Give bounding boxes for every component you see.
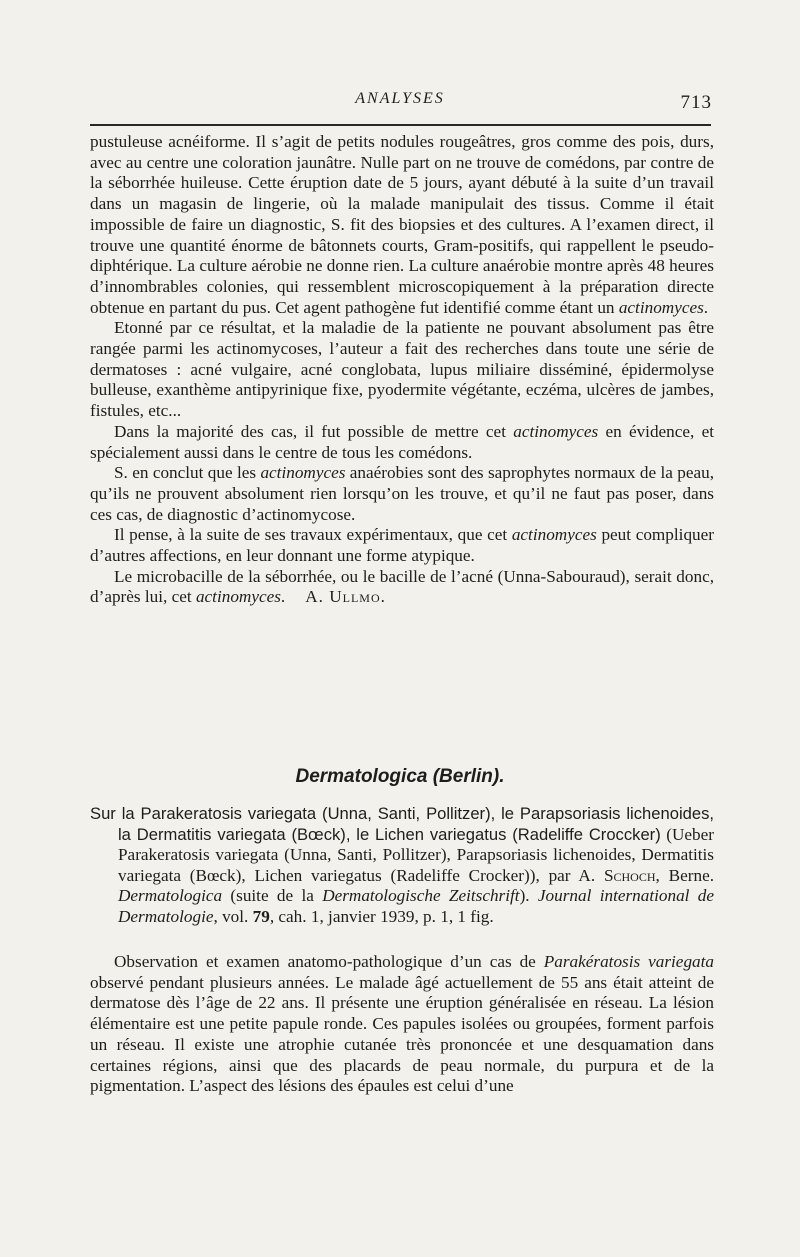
text-run: Observation et examen anatomo-pathologique d’un cas de	[114, 952, 544, 971]
signature-initial: A.	[305, 587, 324, 607]
text-run: Etonné par ce résultat, et la maladie de la patiente ne pouvant absolument pas être rangée parmi les actinomycoses, l’auteur a fait des recherches dans toute une série de dermatoses : acné vulgaire, acné conglobata, lupus miliaire disséminé, épidermolyse bulleuse, exanthème antipyrinique fixe, pyodermite végétante, eczéma, ulcères de jambes, fistules, etc...	[90, 318, 714, 421]
text-run: S. en conclut que les	[114, 463, 261, 483]
text-run: peut compliquer d’autres affections, en leur donnant une forme atypique.	[90, 525, 714, 566]
paragraph-5	[90, 525, 714, 566]
paragraph-4	[90, 463, 714, 525]
text-run: Dans la majorité des cas, il fut possible de mettre cet	[114, 421, 514, 441]
paragraph-6-text	[90, 567, 714, 607]
text-run: (suite de la	[222, 886, 323, 906]
text-run: anaérobies sont des saprophytes normaux de la peau, qu’ils ne prouvent absolument rien lorsqu’on les trouve, et qu’il ne faut pas poser, dans ces cas, de diagnostic d’actinomycose.	[90, 463, 714, 524]
abstract-paragraph	[90, 952, 714, 1097]
text-run: Parakératosis variegata	[543, 952, 714, 971]
signature-name: Ullmo.	[329, 587, 386, 607]
paragraph-2	[90, 318, 714, 422]
running-head	[0, 88, 800, 118]
text-run: Journal international de Dermatologie	[118, 886, 714, 926]
text-run: actinomyces	[618, 297, 704, 317]
text-run: , vol.	[213, 906, 253, 926]
text-run: pustuleuse acnéiforme. Il s’agit de petits nodules rougeâtres, gros comme des pois, durs, avec au centre une coloration jaunâtre. Nulle part on ne trouve de comédons, par contre de la séborrhée huileuse. Cette éruption date de 5 jours, ayant débuté à la suite d’un travail dans un magasin de lingerie, où la malade manipulait des tissus. Comme il était impossible de faire un diagnostic, S. fit des biopsies et des cultures. A l’examen direct, il trouve une quantité énorme de bâtonnets courts, Gram-positifs, qui rappellent le pseudo-diphtérique. La culture aérobie ne donne rien. La culture anaérobie montre après 48 heures d’innombrables colonies, qui ressemblent microscopiquement à la préparation directe obtenue en partant du pus. Cet agent pathogène fut identifié comme étant un	[90, 132, 714, 317]
text-run: actinomyces	[260, 463, 346, 483]
text-run: observé pendant plusieurs années. Le malade âgé actuellement de 55 ans était atteint de dermatose dès l’âge de 22 ans. Il présente une éruption généralisée en réseau. La lésion élémentaire est une petite papule ronde. Ces papules isolées ou groupées, forment parfois un réseau. Il existe une atrophie cutanée très prononcée et une desquamation dans certaines régions, ainsi que des placards de peau normale, du purpura et de la pigmentation. L’aspect des lésions des épaules est celui d’une	[90, 972, 714, 1096]
paragraph-6	[90, 567, 714, 608]
text-run: (Ueber Parakeratosis variegata (Unna, Santi, Pollitzer), Parapsoriasis lichenoides, Dermatitis variegata (Bœck), Lichen variegatus (Radeliffe Crocker)), par A.	[118, 824, 714, 885]
text-run: actinomyces	[513, 421, 599, 441]
text-run: actinomyces	[511, 525, 597, 545]
text-run: .	[280, 587, 286, 607]
text-run: Dermatologische Zeitschrift	[322, 886, 520, 906]
text-run: Schoch	[603, 865, 656, 885]
text-run: Dermatologica	[118, 886, 223, 906]
previous-review-body	[90, 132, 714, 608]
article-abstract	[90, 952, 714, 1097]
text-run: , cah. 1, janvier 1939, p. 1, 1 fig.	[269, 906, 494, 926]
section-title: Dermatologica (Berlin).	[295, 766, 505, 787]
article-heading	[90, 804, 714, 928]
text-run: 79	[252, 906, 270, 926]
page-number: 713	[680, 92, 712, 113]
text-run: ).	[519, 886, 538, 906]
text-run: Le microbacille de la séborrhée, ou le bacille de l’acné (Unna-Sabouraud), serait donc, d’après lui, cet	[90, 566, 714, 607]
reviewer-signature	[305, 587, 386, 606]
running-head-title: ANALYSES	[355, 90, 445, 107]
paragraph-1	[90, 132, 714, 318]
paragraph-3	[90, 422, 714, 463]
text-run: Sur la Parakeratosis variegata (Unna, Santi, Pollitzer), le Parapsoriasis lichenoides, la Dermatitis variegata (Bœck), le Lichen variegatus (Radeliffe Croccker)	[90, 804, 714, 844]
text-run: .	[703, 297, 709, 317]
text-run: actinomyces	[195, 587, 281, 607]
text-run: , Berne.	[655, 865, 714, 885]
header-rule	[90, 124, 711, 126]
text-run: en évidence, et spécialement aussi dans le centre de tous les comédons.	[90, 421, 714, 462]
text-run: Il pense, à la suite de ses travaux expérimentaux, que cet	[114, 525, 512, 545]
article-citation	[90, 804, 714, 928]
